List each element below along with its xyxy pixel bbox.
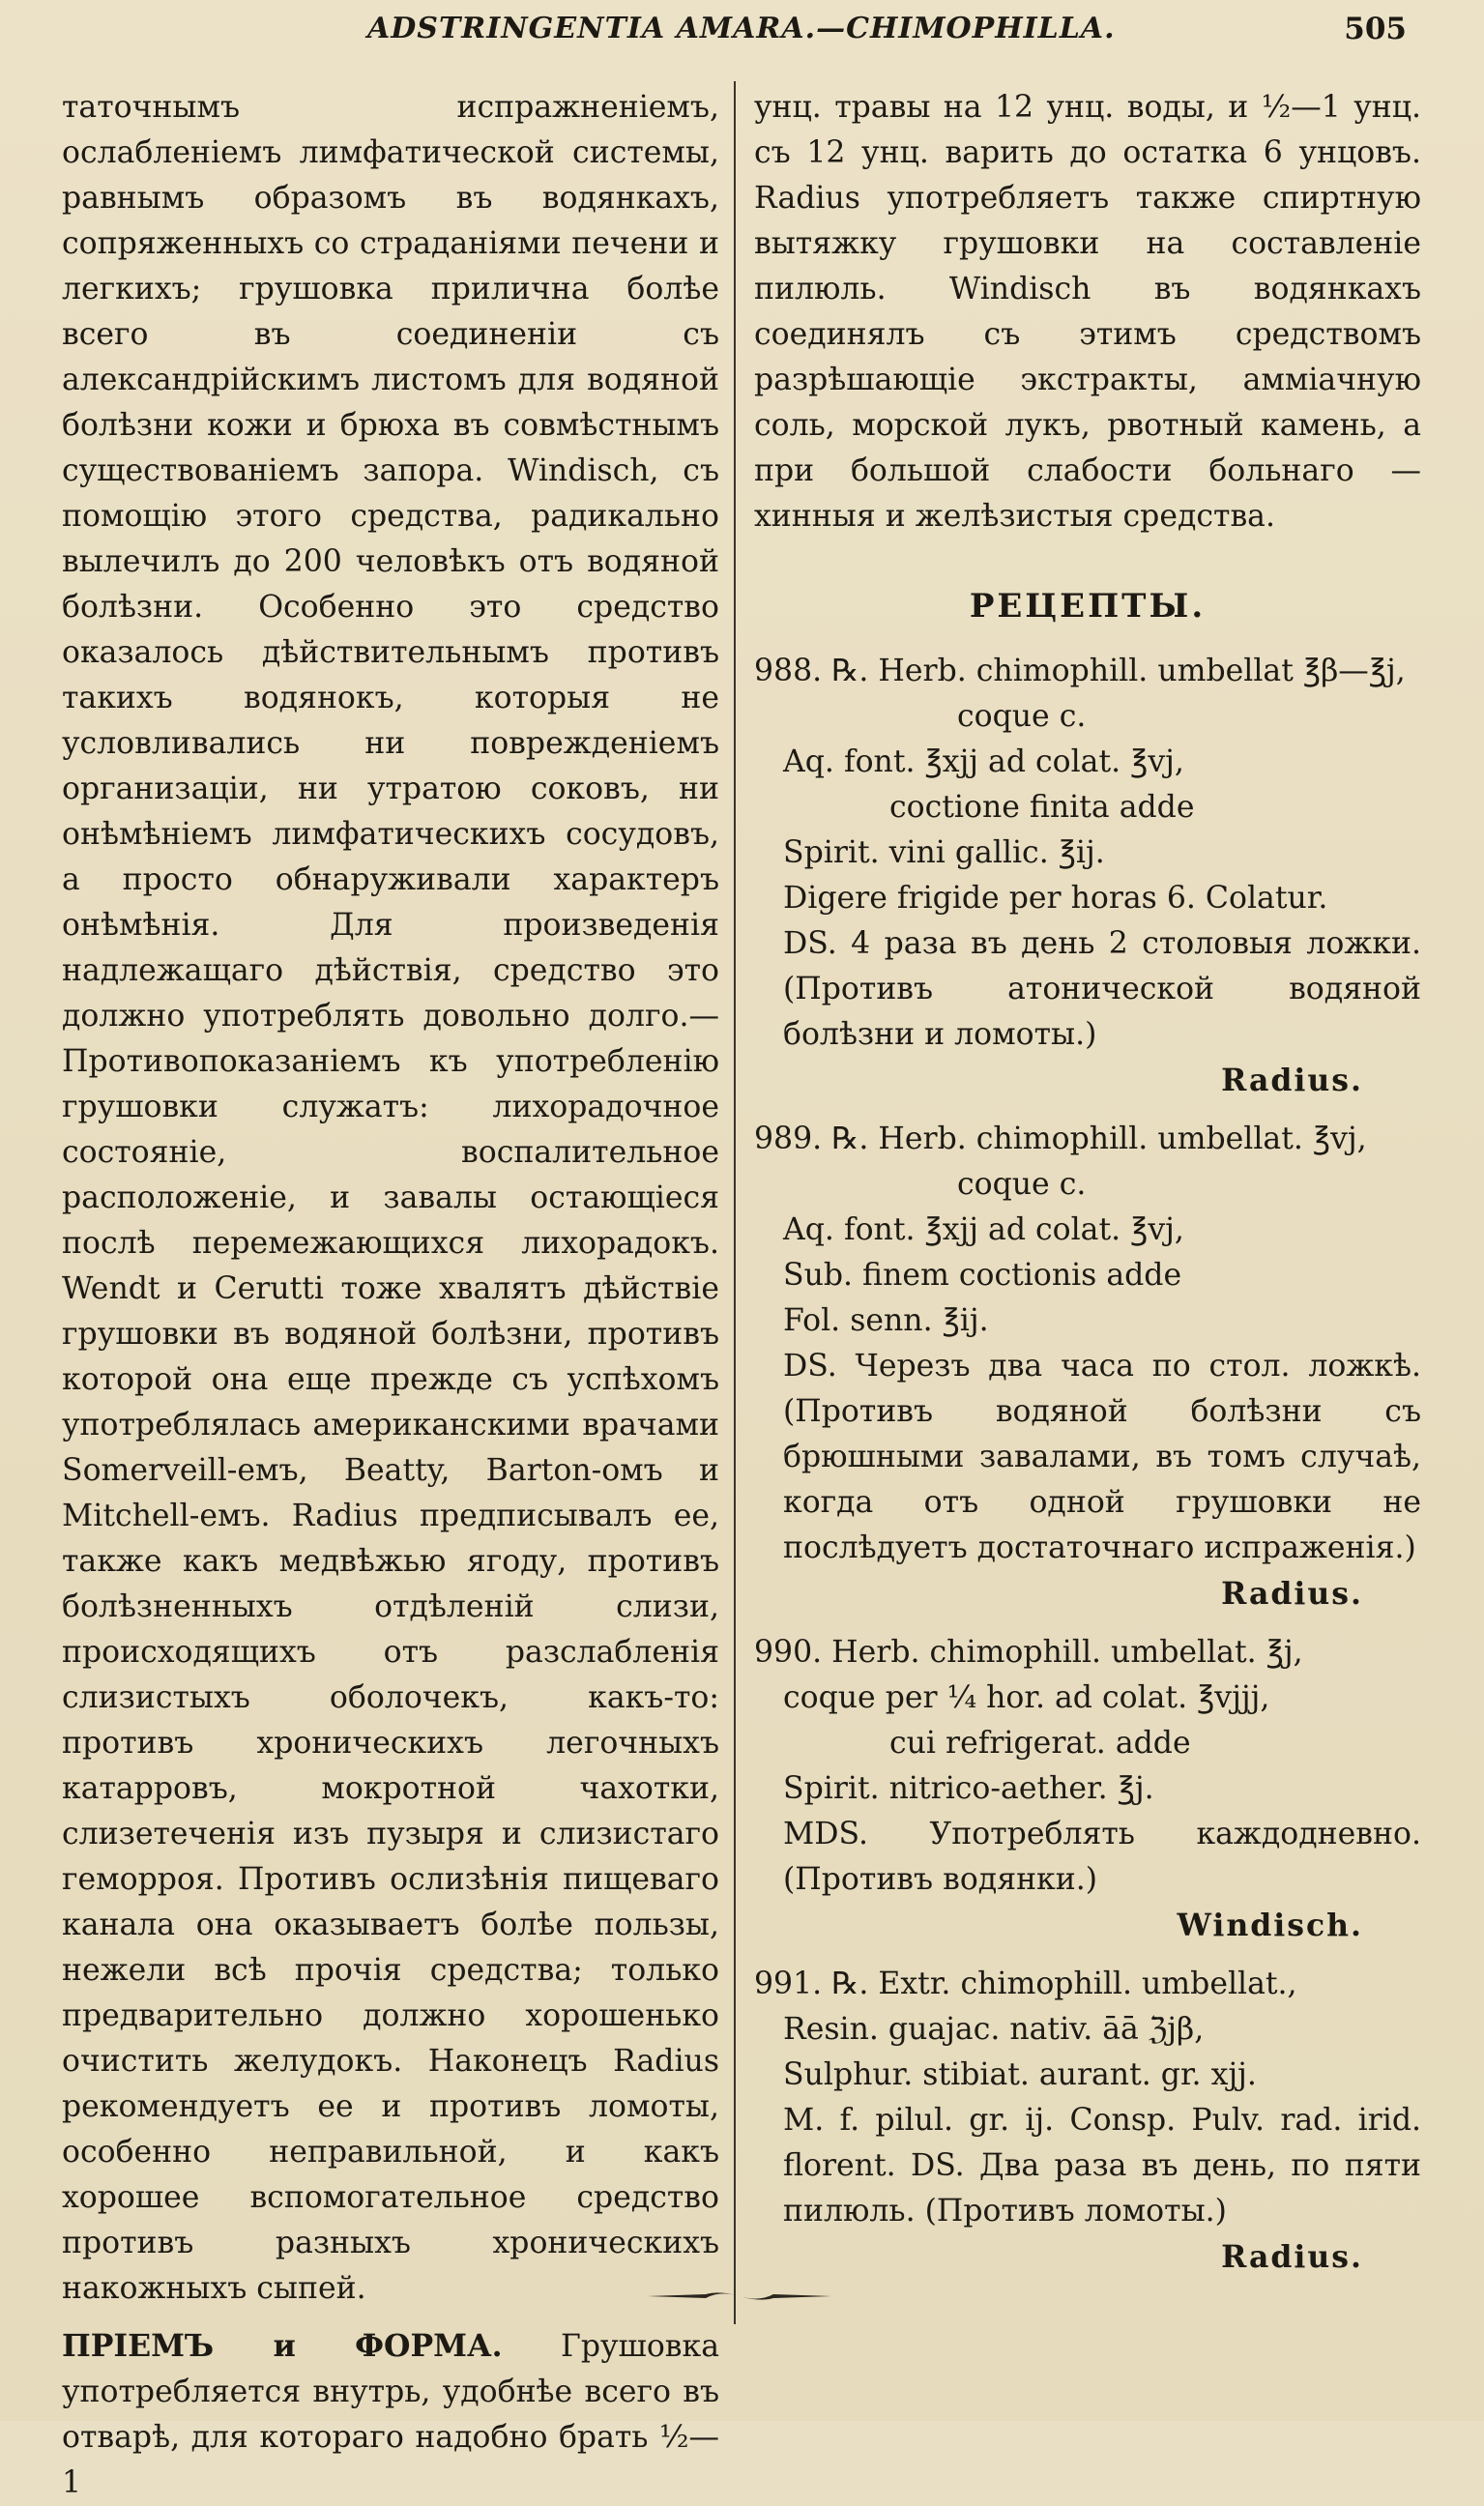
recipe-author: Radius.	[1221, 1063, 1363, 1098]
recipe-991	[754, 1962, 1421, 2280]
recipe-990	[754, 1630, 1421, 1948]
recipe-line: 991. ℞. Extr. chimophill. umbellat.,	[754, 1967, 1297, 2001]
running-title: ADSTRINGENTIA AMARA.—CHIMOPHILLA.	[367, 12, 1116, 45]
recipe-line: cui refrigerat. adde	[889, 1726, 1191, 1761]
column-divider	[734, 81, 736, 2324]
recipe-line: DS. Черезъ два часа по стол. ложкѣ. (Противъ водяной болѣзни съ брюшными завалами, въ томъ случаѣ, когда отъ одной грушовки не послѣдуетъ достаточнаго испраженія.)	[783, 1349, 1421, 1565]
recipe-line: Spirit. vini gallic. ℥ij.	[783, 835, 1105, 870]
body-paragraph	[62, 85, 719, 2312]
body-paragraph	[754, 85, 1421, 539]
recipe-line: Resin. guajac. nativ. āā ℨjβ,	[783, 2012, 1205, 2047]
page-header	[58, 6, 1426, 54]
page-number: 505	[1344, 12, 1407, 46]
recipe-line: M. f. pilul. gr. ij. Consp. Pulv. rad. irid. florent. DS. Два раза въ день, по пяти пилюль. (Противъ ломоты.)	[783, 2103, 1421, 2229]
paragraph-text: унц. травы на 12 унц. воды, и ½—1 унц. съ 12 унц. варить до остатка 6 унцовъ. Radius употребляетъ также спиртную вытяжку грушовки на составленіе пилюль. Windisch въ водянкахъ соединялъ съ этимъ средствомъ разрѣшающіе экстракты, амміачную соль, морской лукъ, рвотный камень, а при большой слабости больнаго — хинныя и желѣзистыя средства.	[754, 90, 1421, 534]
recipe-line: 990. Herb. chimophill. umbellat. ℥j,	[754, 1635, 1303, 1670]
recipe-line: Fol. senn. ℥ij.	[783, 1303, 989, 1338]
recipe-line: coque per ¼ hor. ad colat. ℥vjjj,	[783, 1680, 1270, 1715]
recipe-line: coctione finita adde	[889, 790, 1195, 825]
recipe-line: MDS. Употреблять каждодневно. (Противъ водянки.)	[783, 1817, 1421, 1897]
recipe-author: Windisch.	[1177, 1908, 1363, 1943]
recipe-line: Spirit. nitrico-aether. ℥j.	[783, 1771, 1154, 1806]
recipe-line: Aq. font. ℥xjj ad colat. ℥vj,	[783, 744, 1184, 779]
recipe-line: 989. ℞. Herb. chimophill. umbellat. ℥vj,	[754, 1122, 1367, 1156]
recipe-line: Aq. font. ℥xjj ad colat. ℥vj,	[783, 1212, 1184, 1247]
paragraph-text: Грушовка употребляется внутрь, удобнѣе всего въ отварѣ, для котораго надобно брать ½—1	[62, 2329, 719, 2500]
recipe-line: Digere frigide per horas 6. Colatur.	[783, 881, 1328, 916]
recipe-line: DS. 4 раза въ день 2 столовыя ложки. (Противъ атонической водяной болѣзни и ломоты.)	[783, 926, 1421, 1052]
dosage-paragraph	[62, 2323, 719, 2506]
recipe-line: coque c.	[957, 1167, 1087, 1202]
dosage-heading: ПРІЕМЪ и ФОРМА.	[62, 2328, 503, 2364]
left-column	[62, 85, 719, 2506]
recipe-author: Radius.	[1221, 2239, 1363, 2275]
recipe-989	[754, 1117, 1421, 1617]
right-column	[754, 85, 1421, 2293]
recipe-author: Radius.	[1221, 1576, 1363, 1612]
footer-ornament-icon	[648, 2289, 831, 2303]
recipe-line: 988. ℞. Herb. chimophill. umbellat ℥β—℥j,	[754, 654, 1406, 688]
recipe-line: coque c.	[957, 699, 1087, 734]
recipe-line: Sub. finem coctionis adde	[783, 1258, 1182, 1293]
recipe-line: Sulphur. stibiat. aurant. gr. xjj.	[783, 2057, 1257, 2092]
recipe-988	[754, 649, 1421, 1103]
section-title: РЕЦЕПТЫ.	[969, 587, 1207, 626]
paragraph-text: таточнымъ испражненіемъ, ослабленіемъ лимфатической системы, равнымъ образомъ въ водянкахъ, сопряженныхъ со страданіями печени и легкихъ; грушовка прилична болѣе всего въ соединеніи съ александрійскимъ листомъ для водяной болѣзни кожи и брюха въ совмѣстнымъ существованіемъ запора. Windisch, съ помощію этого средства, радикально вылечилъ до 200 человѣкъ отъ водяной болѣзни. Особенно это средство оказалось дѣйствительнымъ противъ такихъ водянокъ, которыя не условливались ни поврежденіемъ организаціи, ни утратою соковъ, ни онѣмѣніемъ лимфатическихъ сосудовъ, а просто обнаруживали характеръ онѣмѣнія. Для произведенія надлежащаго дѣйствія, средство это должно употреблять довольно долго.—Противопоказаніемъ къ употребленію грушовки служатъ: лихорадочное состояніе, воспалительное расположеніе, и завалы остающіеся послѣ перемежающихся лихорадокъ. Wendt и Cerutti тоже хвалятъ дѣйствіе грушовки въ водяной болѣзни, противъ которой она еще прежде съ успѣхомъ употреблялась американскими врачами Somerveill-емъ, Beatty, Barton-омъ и Mitchell-емъ. Radius предписывалъ ее, также какъ медвѣжью ягоду, противъ болѣзненныхъ отдѣленій слизи, происходящихъ отъ разслабленія слизистыхъ оболочекъ, какъ-то: противъ хроническихъ легочныхъ катарровъ, мокротной чахотки, слизетеченія изъ пузыря и слизистаго геморроя. Противъ ослизѣнія пищеваго канала она оказываетъ болѣе пользы, нежели всѣ прочія средства; только предварительно должно хорошенько очистить желудокъ. Наконецъ Radius рекомендуетъ ее и противъ ломоты, особенно неправильной, и какъ хорошее вспомогательное средство противъ разныхъ хроническихъ накожныхъ сыпей.	[62, 90, 719, 2306]
